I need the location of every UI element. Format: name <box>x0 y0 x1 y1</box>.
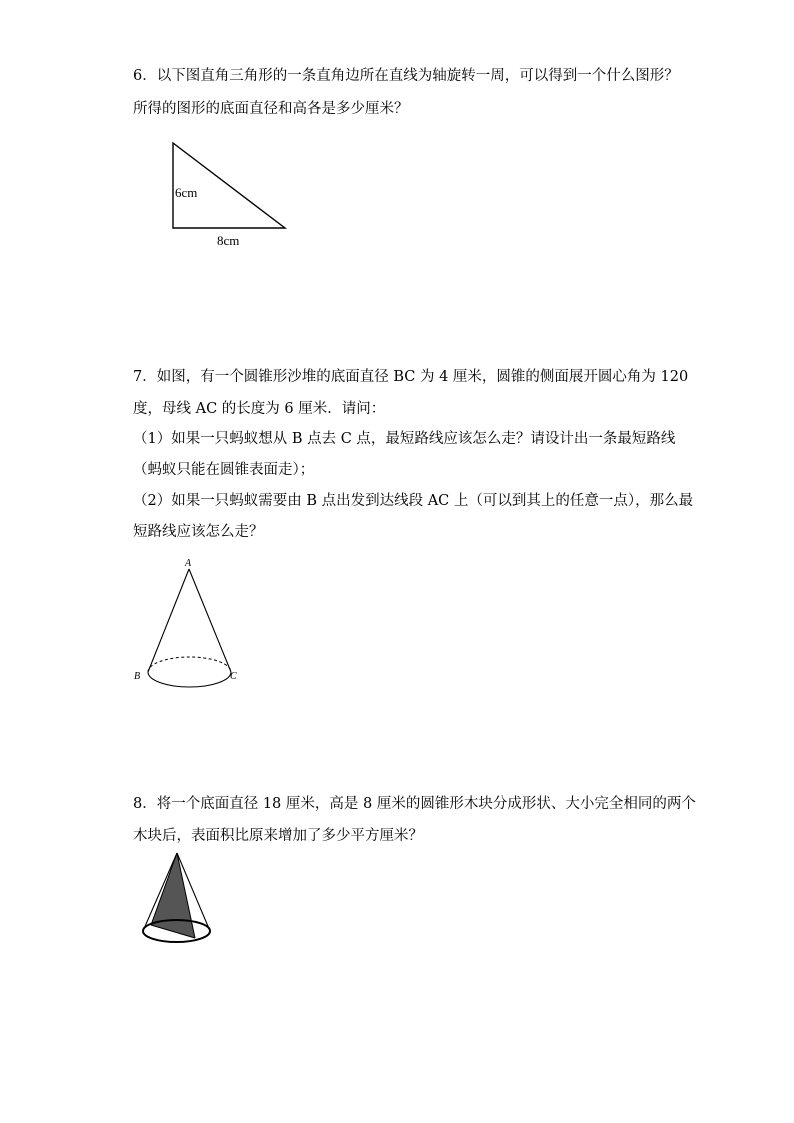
vertex-label-c: C <box>230 671 237 682</box>
q7-text-line-4: （蚂蚁只能在圆锥表面走）； <box>133 462 315 478</box>
q7-text-line-1: 7．如图，有一个圆锥形沙堆的底面直径 BC 为 4 厘米，圆锥的侧面展开圆心角为 120 <box>133 369 689 385</box>
height-label: 6cm <box>175 185 198 200</box>
cone-base-back <box>148 657 231 672</box>
q8-text-line-1: 8．将一个底面直径 18 厘米，高是 8 厘米的圆锥形木块分成形状、大小完全相同的两个 <box>133 796 696 812</box>
q7-text-line-2: 度，母线 AC 的长度为 6 厘米．请问： <box>133 401 386 417</box>
vertex-label-a: A <box>185 558 192 569</box>
vertex-label-b: B <box>134 671 141 682</box>
q6-text-line-2: 所得的图形的底面直径和高各是多少厘米？ <box>133 101 409 117</box>
cut-cross-section <box>151 853 195 938</box>
q7-cone-figure <box>130 555 250 690</box>
q8-text-line-2: 木块后，表面积比原来增加了多少平方厘米？ <box>133 828 423 844</box>
q7-text-line-3: （1）如果一只蚂蚁想从 B 点去 C 点，最短路线应该怎么走？请设计出一条最短路线 <box>133 431 676 447</box>
q7-text-line-5: （2）如果一只蚂蚁需要由 B 点出发到达线段 AC 上（可以到其上的任意一点），那么最 <box>133 493 694 509</box>
cone-side-left <box>148 569 189 672</box>
q7-text-line-6: 短路线应该怎么走？ <box>133 524 264 540</box>
q6-right-triangle-figure <box>160 135 300 250</box>
cone-base-front <box>148 672 231 687</box>
q6-text-line-1: 6．以下图直角三角形的一条直角边所在直线为轴旋转一周，可以得到一个什么图形？ <box>133 68 679 84</box>
base-label: 8cm <box>217 233 240 248</box>
q8-cut-cone-figure <box>135 848 220 950</box>
cone-side-right <box>189 569 231 672</box>
